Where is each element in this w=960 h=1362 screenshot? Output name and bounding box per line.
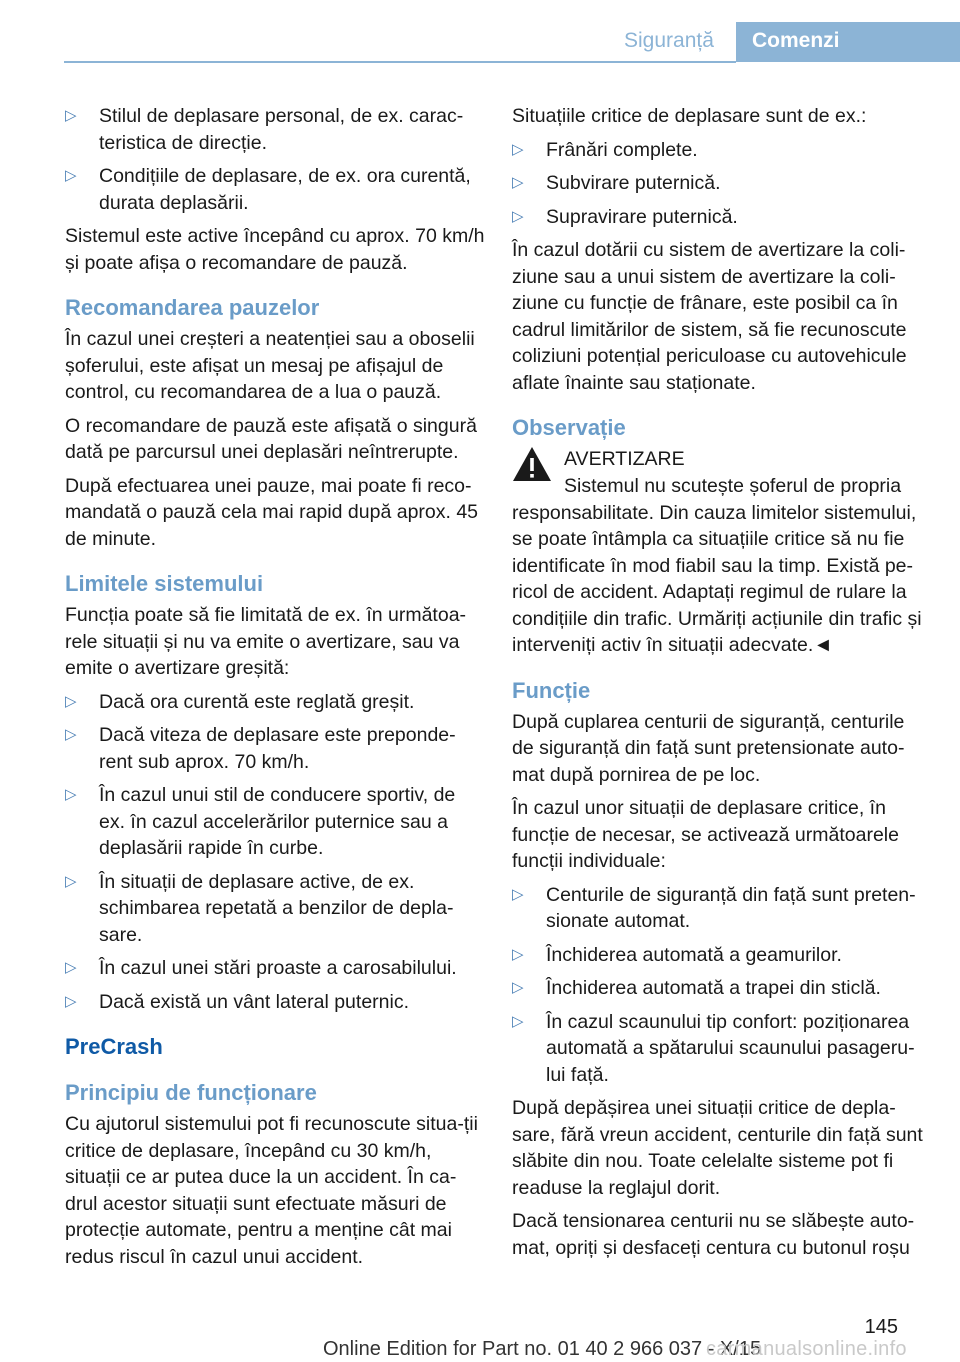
page-footer <box>0 1306 960 1362</box>
page-number: 145 <box>864 1316 898 1338</box>
left-column <box>65 103 485 1277</box>
list-item: ▷ Închiderea automată a trapei din sticlă. <box>512 975 930 1002</box>
triangle-right-icon: ▷ <box>65 692 77 710</box>
watermark: carmanualsonline.info <box>706 1338 907 1360</box>
triangle-right-icon: ▷ <box>65 107 77 124</box>
page-header <box>0 0 960 62</box>
triangle-right-icon: ▷ <box>65 959 77 976</box>
warning-text: Sistemul nu scutește șoferul de propria responsabilitate. Din cauza limitelor sistemului, se poate întâmpla ca situațiile critice să nu fie identificate în mod fiabil sau la timp. Există pe-ricol de accident. Adaptați regimul de rulare la condițiile din trafic. Urmăriți acțiunile din trafic și interveniți activ în situații adecvate.◄ <box>512 475 922 656</box>
list-item: ▷ Frânări complete. <box>512 137 930 164</box>
warning-title: AVERTIZARE <box>564 448 685 470</box>
triangle-right-icon: ▷ <box>65 786 77 803</box>
section-heading: Principiu de funcționare <box>65 1080 317 1105</box>
paragraph: Situațiile critice de deplasare sunt de ex.: <box>512 105 867 127</box>
chapter-heading: PreCrash <box>65 1034 163 1059</box>
triangle-right-icon: ▷ <box>512 885 524 903</box>
paragraph: Cu ajutorul sistemului pot fi recunoscute situa-ții critice de deplasare, începând cu 30 km/h, situații ce ar putea duce la un accident. În ca-drul acestor situații sunt efectuate măsuri de protecție automate, pentru a menține cât mai redus riscul în cazul unui accident. <box>65 1113 478 1268</box>
paragraph: După depășirea unei situații critice de depla-sare, fără vreun accident, centurile din față sunt slăbite din nou. Toate celelalte sisteme pot fi readuse la reglajul dorit. <box>512 1097 923 1199</box>
right-column <box>512 103 930 1268</box>
warning-triangle-icon <box>512 446 552 482</box>
list-item: ▷ În situații de deplasare active, de ex. schimbarea repetată a benzilor de depla-sare. <box>65 870 454 946</box>
triangle-right-icon: ▷ <box>512 174 524 191</box>
list-item: ▷ Stilul de deplasare personal, de ex. carac-teristica de direcție. <box>65 105 464 154</box>
section-heading: Limitele sistemului <box>65 571 264 596</box>
list-item: ▷ Subvirare puternică. <box>512 170 930 197</box>
section-heading: Observație <box>512 415 626 440</box>
list-item: ▷ Dacă viteza de deplasare este preponde-rent sub aprox. 70 km/h. <box>65 724 456 773</box>
list-item: ▷ Supravirare puternică. <box>512 204 930 231</box>
list-item: ▷ În cazul scaunului tip confort: poziționarea automată a spătarului scaunului pasageru-lui față. <box>512 1010 915 1086</box>
triangle-right-icon: ▷ <box>65 167 77 184</box>
bullet-list-critical <box>512 137 930 231</box>
paragraph: O recomandare de pauză este afișată o singură dată pe parcursul unei deplasări neîntrerupte. <box>65 414 477 463</box>
triangle-right-icon: ▷ <box>65 726 77 743</box>
edition-note: Online Edition for Part no. 01 40 2 966 037 - X/15 <box>323 1338 762 1360</box>
list-item: ▷ Dacă ora curentă este reglată greșit. <box>65 689 485 716</box>
triangle-right-icon: ▷ <box>65 872 77 890</box>
bullet-list-functions <box>512 882 930 1089</box>
paragraph: După cuplarea centurii de siguranță, centurile de siguranță din față sunt pretensionate auto-mat după pornirea de pe loc. <box>512 710 905 786</box>
triangle-right-icon: ▷ <box>65 992 77 1010</box>
header-rule <box>64 61 736 63</box>
list-item: ▷ Condițiile de deplasare, de ex. ora curentă, durata deplasării. <box>65 165 471 214</box>
list-item: ▷ Închiderea automată a geamurilor. <box>512 942 930 969</box>
paragraph: În cazul unei creșteri a neatenției sau a oboselii șoferului, este afișat un mesaj pe afișajul de control, cu recomandarea de a lua o pauză. <box>65 328 475 403</box>
paragraph: Sistemul este active începând cu aprox. 70 km/h și poate afișa o recomandare de pauză. <box>65 225 485 274</box>
triangle-right-icon: ▷ <box>512 207 524 225</box>
triangle-right-icon: ▷ <box>512 945 524 963</box>
list-item: ▷ Dacă există un vânt lateral puternic. <box>65 989 485 1016</box>
paragraph: După efectuarea unei pauze, mai poate fi reco-mandată o pauză cela mai rapid după aprox. 45 de minute. <box>65 474 479 550</box>
paragraph: Funcția poate să fie limitată de ex. în următoa-rele situații și nu va emite o avertizare, sau va emite o avertizare greșită: <box>65 604 467 679</box>
header-active-tab <box>736 22 960 62</box>
warning-block <box>512 446 930 659</box>
paragraph: În cazul dotării cu sistem de avertizare la coli-ziune sau a unui sistem de avertizare la coli-ziune cu funcție de frânare, este posibil ca în cadrul limitărilor de sistem, să fie recunoscute coliziuni potențial periculoase cu autovehicule aflate înainte sau staționate. <box>512 239 907 394</box>
list-item: ▷ În cazul unei stări proaste a carosabilului. <box>65 955 485 982</box>
triangle-right-icon: ▷ <box>512 1012 524 1030</box>
warning-head <box>512 446 930 500</box>
paragraph: Dacă tensionarea centurii nu se slăbește auto-mat, opriți și desfaceți centura cu butonul roșu <box>512 1210 915 1259</box>
list-item: ▷ Centurile de siguranță din față sunt preten-sionate automat. <box>512 883 916 932</box>
triangle-right-icon: ▷ <box>512 140 524 158</box>
header-section-label: Siguranță <box>624 29 714 52</box>
header-active-tab-label: Comenzi <box>752 29 840 52</box>
triangle-right-icon: ▷ <box>512 979 524 996</box>
list-item: ▷ În cazul unui stil de conducere sportiv, de ex. în cazul accelerărilor puternice sau a deplasării rapide în curbe. <box>65 784 456 859</box>
bullet-list-top <box>65 103 485 216</box>
section-heading: Funcție <box>512 677 591 703</box>
bullet-list-limits <box>65 689 485 1016</box>
section-heading: Recomandarea pauzelor <box>65 295 320 320</box>
paragraph: În cazul unor situații de deplasare critice, în funcție de necesar, se activează următoarele funcții individuale: <box>512 797 899 872</box>
